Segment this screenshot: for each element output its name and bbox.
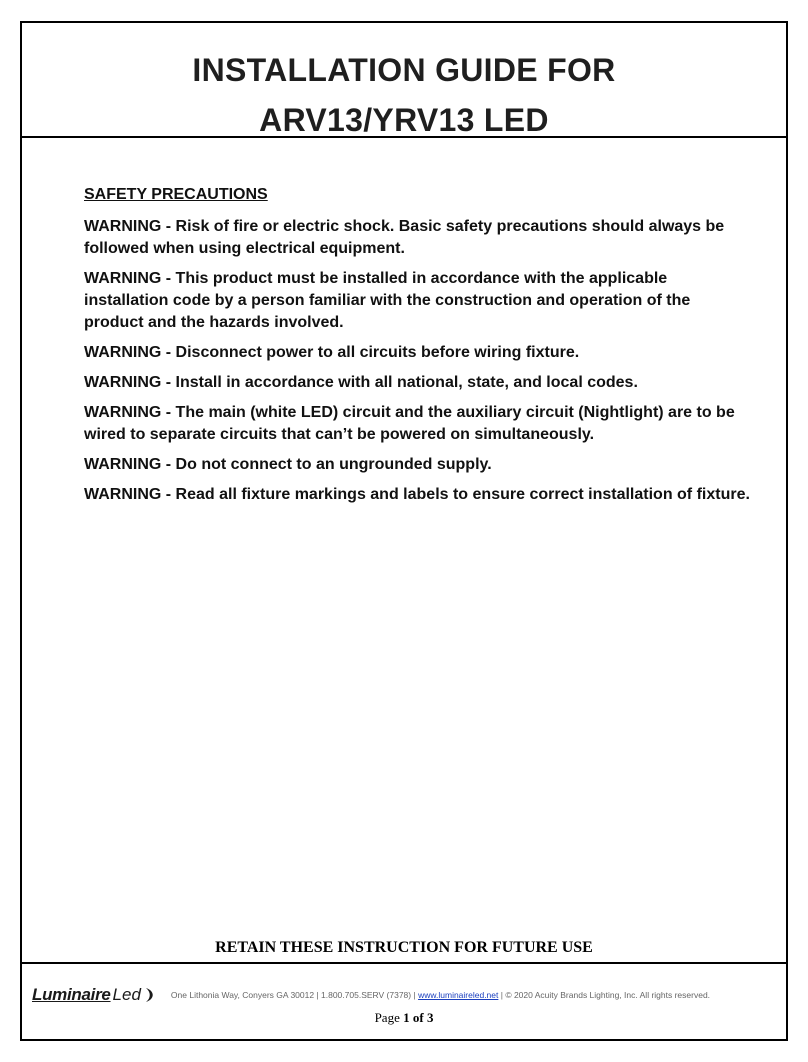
warning-item: WARNING - The main (white LED) circuit and the auxiliary circuit (Nightlight) are to be wired to separate circuits that can’t be powered on simultaneously. [84, 404, 735, 443]
page-of: of [412, 1010, 424, 1025]
title-line-1: INSTALLATION GUIDE FOR [192, 52, 616, 88]
retain-notice: RETAIN THESE INSTRUCTION FOR FUTURE USE [215, 939, 593, 956]
warning-item: WARNING - Install in accordance with all national, state, and local codes. [84, 374, 638, 391]
document-title [22, 45, 786, 145]
footer-address: One Lithonia Way, Conyers GA 30012 | 1.800.705.SERV (7378) | [170, 990, 419, 1000]
safety-section [84, 184, 750, 514]
warning-item: WARNING - This product must be installed in accordance with the applicable installation code by a person familiar with the construction and operation of the product and the hazards involved. [84, 270, 691, 331]
warning-item: WARNING - Read all fixture markings and labels to ensure correct installation of fixture. [84, 486, 750, 503]
footer-contact [171, 990, 710, 1000]
title-line-2: ARV13/YRV13 LED [259, 102, 549, 138]
warning-item: WARNING - Disconnect power to all circuits before wiring fixture. [84, 344, 580, 361]
logo-swoosh-icon [143, 986, 157, 1004]
page-number [22, 1010, 786, 1026]
footer-copyright: | © 2020 Acuity Brands Lighting, Inc. All rights reserved. [498, 990, 711, 1000]
warning-item: WARNING - Risk of fire or electric shock. Basic safety precautions should always be followed when using electrical equipment. [84, 218, 725, 257]
warning-item: WARNING - Do not connect to an ungrounded supply. [84, 456, 492, 473]
logo-text-main: Luminaire [32, 985, 111, 1004]
footer-divider [22, 962, 786, 964]
logo-text-led: Led [112, 985, 141, 1004]
page-prefix: Page [374, 1010, 400, 1025]
website-link[interactable]: www.luminaireled.net [418, 990, 499, 1000]
brand-logo [32, 981, 157, 1009]
page-current: 1 [403, 1010, 410, 1025]
section-heading: SAFETY PRECAUTIONS [84, 186, 268, 203]
footer-bar [32, 981, 776, 1009]
page-frame [20, 21, 788, 1041]
page-total: 3 [426, 1010, 434, 1025]
header-divider [22, 136, 786, 138]
